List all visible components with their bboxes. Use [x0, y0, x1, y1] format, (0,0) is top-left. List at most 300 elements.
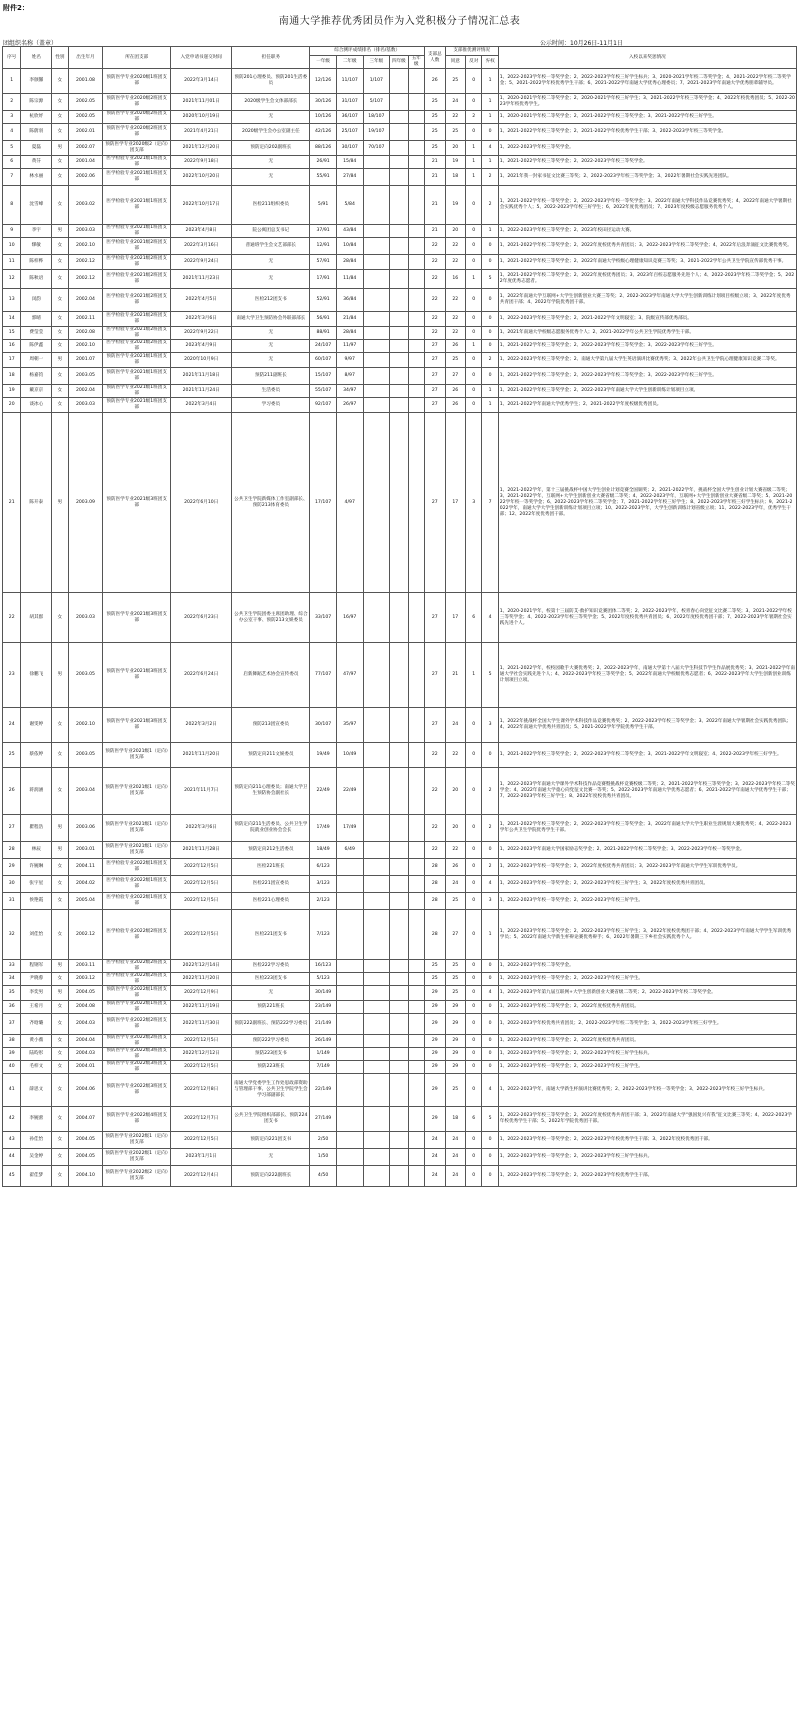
cell-apply-date: 2021年11月28日: [170, 842, 231, 859]
cell-rank-y2: 36/84: [336, 289, 363, 312]
cell-total: 27: [425, 593, 445, 643]
col-rank-group: 综合测评成绩排名（排名/基数）: [310, 47, 425, 56]
cell-rank-y2: [336, 893, 363, 910]
cell-agree: 21: [445, 643, 465, 708]
table-row: [3, 815, 797, 842]
col-eval-group: 支部推优测评情况: [445, 47, 498, 56]
cell-branch: 预防医学专业2021级1（定向）团支部: [103, 768, 171, 815]
cell-agree: 22: [445, 842, 465, 859]
cell-rank-y4: [390, 141, 408, 156]
cell-rank-y2: 36/107: [336, 111, 363, 124]
cell-oppose: 0: [466, 708, 482, 743]
cell-total: 29: [425, 1074, 445, 1107]
cell-position: 预防定向222副班长: [232, 1166, 310, 1187]
cell-rank-y2: [336, 1107, 363, 1132]
cell-agree: 26: [445, 385, 465, 398]
cell-rank-y5: [408, 708, 424, 743]
table-row: [3, 141, 797, 156]
cell-seq: 30: [3, 876, 21, 893]
cell-oppose: 0: [466, 1035, 482, 1048]
cell-rank-y4: [390, 238, 408, 255]
col-total: 支部总人数: [425, 47, 445, 69]
cell-rank-y2: 11/107: [336, 69, 363, 94]
cell-birth: 2002.05: [68, 111, 103, 124]
cell-apply-date: 2022年12月5日: [170, 876, 231, 893]
cell-agree: 24: [445, 708, 465, 743]
cell-abstain: 2: [482, 169, 498, 186]
cell-honors: 1、2022-2023学年校一等奖学金；2、2022-2023学年校优秀学生干部；3、2022年度校优秀团干部。: [498, 1132, 796, 1149]
cell-rank-y5: [408, 593, 424, 643]
cell-total: 22: [425, 768, 445, 815]
cell-name: 林辰: [21, 842, 52, 859]
cell-oppose: 0: [466, 255, 482, 270]
cell-honors: 1、2022-2023学年校一等奖学金；2、2022-2023学年校三好学生。: [498, 973, 796, 986]
cell-rank-y5: [408, 1074, 424, 1107]
cell-seq: 31: [3, 893, 21, 910]
col-agree: 同意: [445, 56, 465, 69]
cell-agree: 25: [445, 1074, 465, 1107]
cell-rank-y2: [336, 1001, 363, 1014]
cell-branch: 医学检验专业2022级1班团支部: [103, 876, 171, 893]
cell-honors: 1、2022-2023学年，南通大学新生杯演讲比赛优秀奖；2、2022-2023学年校一等奖学金；3、2022-2023学年校三好学生标兵。: [498, 1074, 796, 1107]
cell-rank-y2: 10/49: [336, 743, 363, 768]
cell-rank-y4: [390, 270, 408, 289]
cell-agree: 20: [445, 141, 465, 156]
cell-birth: 2002.01: [68, 124, 103, 141]
cell-agree: 22: [445, 238, 465, 255]
cell-name: 杭欣妤: [21, 111, 52, 124]
cell-branch: 预防医学专业2022级1班团支部: [103, 986, 171, 1001]
cell-branch: 医学检验专业2021级2班团支部: [103, 270, 171, 289]
cell-birth: 2003.12: [68, 973, 103, 986]
cell-rank-y4: [390, 340, 408, 353]
table-row: [3, 743, 797, 768]
cell-rank-y5: [408, 238, 424, 255]
cell-gender: 女: [52, 124, 68, 141]
cell-agree: 19: [445, 156, 465, 169]
cell-gender: 女: [52, 270, 68, 289]
table-row: [3, 1048, 797, 1061]
cell-rank-y3: [363, 708, 390, 743]
cell-abstain: 3: [482, 708, 498, 743]
cell-birth: 2001.08: [68, 69, 103, 94]
cell-rank-y4: [390, 1149, 408, 1166]
cell-rank-y3: [363, 156, 390, 169]
cell-gender: 女: [52, 255, 68, 270]
cell-agree: 17: [445, 593, 465, 643]
cell-gender: 女: [52, 1001, 68, 1014]
cell-honors: 1、2022-2023学年校一等奖学金；2、2022-2023学年校三好学生标兵。: [498, 1048, 796, 1061]
cell-agree: 18: [445, 169, 465, 186]
cell-abstain: 4: [482, 986, 498, 1001]
cell-name: 许婉琳: [21, 859, 52, 876]
cell-rank-y1: 21/149: [310, 1014, 337, 1035]
cell-oppose: 0: [466, 1166, 482, 1187]
cell-oppose: 0: [466, 1001, 482, 1014]
cell-gender: 男: [52, 225, 68, 238]
cell-seq: 36: [3, 1001, 21, 1014]
cell-name: 郭晴: [21, 312, 52, 327]
cell-rank-y2: 47/97: [336, 643, 363, 708]
cell-honors: 1、2022-2023学年校二等奖学金；2、2022年度校优秀共青团员。: [498, 1001, 796, 1014]
cell-birth: 2002.10: [68, 708, 103, 743]
table-row: [3, 111, 797, 124]
cell-seq: 11: [3, 255, 21, 270]
cell-rank-y1: 52/91: [310, 289, 337, 312]
cell-gender: 女: [52, 768, 68, 815]
cell-rank-y2: 5/84: [336, 186, 363, 225]
cell-honors: 1、2021年南通大学校级志愿服务优秀个人；2、2021-2022学年公共卫生学院优秀学生干部。: [498, 327, 796, 340]
cell-apply-date: 2021年11月23日: [170, 270, 231, 289]
cell-seq: 5: [3, 141, 21, 156]
cell-rank-y5: [408, 289, 424, 312]
cell-agree: 25: [445, 960, 465, 973]
cell-honors: 1、2021-2022学年校三等奖学金；2、2022-2023学年校三等奖学金；3、2022年南通大学大学生职业生涯规划大赛优秀奖；4、2022-2023学年公共卫生学院优秀学生干部。: [498, 815, 796, 842]
table-row: [3, 1132, 797, 1149]
cell-position: 无: [232, 270, 310, 289]
cell-total: 27: [425, 340, 445, 353]
cell-honors: 1、2021-2022学年校二等奖学金；2、2022年度校优秀共青团员；3、2022-2023学年校二等奖学金；4、2022年后浪奔涌征文比赛优秀奖。: [498, 238, 796, 255]
cell-seq: 38: [3, 1035, 21, 1048]
cell-rank-y1: 37/91: [310, 225, 337, 238]
cell-total: 21: [425, 156, 445, 169]
cell-rank-y4: [390, 708, 408, 743]
cell-name: 王希月: [21, 1001, 52, 1014]
cell-name: 徐鹏飞: [21, 643, 52, 708]
cell-name: 黄芬: [21, 156, 52, 169]
cell-abstain: 1: [482, 156, 498, 169]
cell-rank-y2: 43/84: [336, 225, 363, 238]
cell-rank-y4: [390, 368, 408, 385]
cell-branch: 预防医学专业2021级3班团支部: [103, 593, 171, 643]
cell-apply-date: 2022年10月17日: [170, 186, 231, 225]
cell-birth: 2003.04: [68, 768, 103, 815]
cell-rank-y1: 5/91: [310, 186, 337, 225]
cell-rank-y3: [363, 593, 390, 643]
cell-name: 蔡依婷: [21, 743, 52, 768]
cell-rank-y3: [363, 1074, 390, 1107]
cell-rank-y3: [363, 413, 390, 593]
cell-apply-date: 2023年4月8日: [170, 225, 231, 238]
col-y4: 四年级: [390, 56, 408, 69]
cell-honors: 1、2022-2023学年校一等奖学金；2、2022-2023学年校三好学生；3、2022年度校优秀共青团员。: [498, 876, 796, 893]
cell-rank-y2: [336, 876, 363, 893]
cell-honors: 1、2022年挑战杯全国大学生课外学术科技作品竞赛优秀奖；2、2022-2023学年校三等奖学金；3、2022年南通大学暑期社会实践优秀团队；4、2022年南通大学优秀共青团员；5、2021-2022学年学院优秀学生干部。: [498, 708, 796, 743]
cell-rank-y2: 28/84: [336, 255, 363, 270]
cell-position: 预防213团宣委员: [232, 708, 310, 743]
cell-agree: 27: [445, 910, 465, 960]
cell-apply-date: 2022年3月14日: [170, 69, 231, 94]
cell-name: 毛梓文: [21, 1061, 52, 1074]
cell-birth: 2003.06: [68, 815, 103, 842]
cell-rank-y1: 27/149: [310, 1107, 337, 1132]
cell-gender: 女: [52, 893, 68, 910]
cell-name: 齐晗璐: [21, 1014, 52, 1035]
cell-birth: 2001.07: [68, 353, 103, 368]
cell-rank-y3: [363, 893, 390, 910]
cell-rank-y4: [390, 743, 408, 768]
table-row: [3, 893, 797, 910]
cell-position: 医检222学习委员: [232, 960, 310, 973]
table-row: [3, 960, 797, 973]
cell-total: 25: [425, 124, 445, 141]
cell-oppose: 0: [466, 973, 482, 986]
cell-branch: 预防医学专业2021级1（定向）团支部: [103, 815, 171, 842]
cell-honors: 1、2021-2022学年校三等奖学金；2、2022-2023学年校二等奖学金；3、2021-2022学年文明寝室；4、2022-2023学年校三好学生。: [498, 743, 796, 768]
cell-position: 无: [232, 327, 310, 340]
cell-total: 21: [425, 225, 445, 238]
cell-honors: 1、2022-2023学年校一等奖学金；2、2022年度校优秀共青团员；3、2022-2023学年南通大学学生军训优秀学员。: [498, 859, 796, 876]
cell-gender: 女: [52, 1074, 68, 1107]
cell-position: 启新舞蹈艺术协会宣传委员: [232, 643, 310, 708]
cell-rank-y3: [363, 289, 390, 312]
cell-rank-y1: 1/50: [310, 1149, 337, 1166]
cell-apply-date: 2022年11月19日: [170, 1001, 231, 1014]
cell-position: 无: [232, 255, 310, 270]
cell-rank-y4: [390, 842, 408, 859]
cell-agree: 25: [445, 69, 465, 94]
cell-gender: 女: [52, 708, 68, 743]
cell-honors: 1、2021-2022学年校二等奖学金；2、2022-2023学年校二等奖学金；3、2022-2023学年校三好学生。: [498, 368, 796, 385]
cell-abstain: 4: [482, 593, 498, 643]
cell-name: 陈蔚羽: [21, 124, 52, 141]
cell-honors: 1、2022-2023学年南通大学国家励志奖学金；2、2021-2022学年校二等奖学金；3、2022-2023学年校一等奖学金。: [498, 842, 796, 859]
cell-birth: 2002.11: [68, 312, 103, 327]
cell-seq: 32: [3, 910, 21, 960]
cell-position: 医检211组织委员: [232, 186, 310, 225]
cell-abstain: 0: [482, 1132, 498, 1149]
cell-name: 蒋润涵: [21, 768, 52, 815]
cell-birth: 2004.05: [68, 986, 103, 1001]
cell-name: 缪敏: [21, 238, 52, 255]
table-row: [3, 156, 797, 169]
cell-gender: 女: [52, 327, 68, 340]
cell-rank-y5: [408, 94, 424, 111]
cell-rank-y5: [408, 643, 424, 708]
table-row: [3, 1001, 797, 1014]
cell-gender: 女: [52, 1132, 68, 1149]
table-row: [3, 1061, 797, 1074]
cell-gender: 女: [52, 368, 68, 385]
cell-oppose: 0: [466, 289, 482, 312]
cell-apply-date: 2022年6月23日: [170, 593, 231, 643]
table-row: [3, 69, 797, 94]
cell-agree: 22: [445, 743, 465, 768]
cell-agree: 29: [445, 1035, 465, 1048]
cell-total: 27: [425, 413, 445, 593]
cell-birth: 2004.06: [68, 1074, 103, 1107]
cell-rank-y4: [390, 69, 408, 94]
cell-rank-y2: [336, 859, 363, 876]
cell-rank-y4: [390, 986, 408, 1001]
cell-rank-y4: [390, 893, 408, 910]
cell-rank-y4: [390, 94, 408, 111]
cell-abstain: 0: [482, 312, 498, 327]
cell-position: 院公寓团总支书记: [232, 225, 310, 238]
cell-oppose: 0: [466, 1014, 482, 1035]
cell-seq: 13: [3, 289, 21, 312]
cell-apply-date: 2022年9月24日: [170, 255, 231, 270]
cell-abstain: 2: [482, 186, 498, 225]
cell-honors: 1、2022-2023学年校三等奖学金；2、南通大学第九届大学生英语演讲比赛优秀奖；3、2022年公共卫生学院心理健康知识竞赛二等奖。: [498, 353, 796, 368]
cell-apply-date: 2022年12月8日: [170, 1074, 231, 1107]
table-row: [3, 385, 797, 398]
cell-total: 24: [425, 1166, 445, 1187]
cell-rank-y2: [336, 1048, 363, 1061]
cell-rank-y2: 28/84: [336, 327, 363, 340]
cell-branch: 医学检验专业2021级1班团支部: [103, 186, 171, 225]
cell-agree: 24: [445, 94, 465, 111]
cell-rank-y3: [363, 910, 390, 960]
cell-seq: 21: [3, 413, 21, 593]
cell-rank-y3: [363, 1014, 390, 1035]
cell-seq: 18: [3, 368, 21, 385]
cell-name: 胡其群: [21, 593, 52, 643]
cell-rank-y2: [336, 973, 363, 986]
cell-branch: 预防医学专业2022级3班团支部: [103, 1048, 171, 1061]
cell-oppose: 0: [466, 398, 482, 413]
cell-rank-y5: [408, 1107, 424, 1132]
cell-rank-y5: [408, 910, 424, 960]
cell-honors: 1、2022-2023学年校二等奖学金。: [498, 960, 796, 973]
cell-agree: 25: [445, 353, 465, 368]
cell-branch: 医学检验专业2022级1班团支部: [103, 859, 171, 876]
cell-apply-date: 2022年12月9日: [170, 986, 231, 1001]
table-row: [3, 1107, 797, 1132]
cell-seq: 16: [3, 340, 21, 353]
cell-rank-y1: 16/123: [310, 960, 337, 973]
cell-rank-y3: [363, 743, 390, 768]
cell-total: 29: [425, 1035, 445, 1048]
cell-oppose: 0: [466, 1074, 482, 1107]
cell-name: 谢雯婷: [21, 708, 52, 743]
cell-gender: 女: [52, 398, 68, 413]
cell-apply-date: 2022年3月4日: [170, 398, 231, 413]
cell-branch: 医学检验专业2021级2班团支部: [103, 238, 171, 255]
cell-gender: 女: [52, 1107, 68, 1132]
cell-oppose: 0: [466, 960, 482, 973]
cell-position: 南通大学党委学生工作处思政部资助与管理部干事、公共卫生学院学生会学习部副部长: [232, 1074, 310, 1107]
cell-apply-date: 2021年12月20日: [170, 141, 231, 156]
cell-rank-y2: 31/107: [336, 94, 363, 111]
cell-abstain: 1: [482, 910, 498, 960]
col-branch: 所在团支部: [103, 47, 171, 69]
cell-seq: 37: [3, 1014, 21, 1035]
cell-gender: 女: [52, 859, 68, 876]
cell-honors: 1、2021-2022学年，第十三届挑战杯中国大学生创业计划竞赛全国铜奖；2、2021-2022学年，挑战杯全国大学生创业计划大赛省级二等奖；3、2021-2022学年，互联网+大学生创新创业大赛省级二等奖；4、2022-2023学年，互联网+大学生创新创业大赛省级二等奖；5、2021-2022学年校一等奖学金；6、2022-2023学年校二等奖学金；7、2021-2022学年校三好学生；8、2022-2023学年校三好学生标兵；9、2021-2022学年，南通大学大学生创新训练计划项目立项；10、2022-2023学年，大学生创新训练计划省级立项；11、2022-2023学年，优秀学生干部；12、2022年度优秀团干部。: [498, 413, 796, 593]
cell-oppose: 0: [466, 768, 482, 815]
cell-oppose: 3: [466, 413, 482, 593]
cell-honors: 1、2021-2022学年校三等奖学金；2、2021-2022学年校优秀学生干部；3、2022-2023学年校三等奖学金。: [498, 124, 796, 141]
cell-rank-y5: [408, 1001, 424, 1014]
cell-position: 预防定向202副班长: [232, 141, 310, 156]
cell-rank-y1: 12/91: [310, 238, 337, 255]
cell-rank-y3: [363, 1107, 390, 1132]
cell-seq: 7: [3, 169, 21, 186]
cell-rank-y5: [408, 973, 424, 986]
table-row: [3, 413, 797, 593]
cell-rank-y1: 12/126: [310, 69, 337, 94]
cell-position: 无: [232, 353, 310, 368]
table-row: [3, 1074, 797, 1107]
cell-agree: 20: [445, 768, 465, 815]
cell-apply-date: 2022年9月22日: [170, 327, 231, 340]
table-row: [3, 768, 797, 815]
cell-rank-y3: [363, 169, 390, 186]
cell-name: 林水丽: [21, 169, 52, 186]
cell-rank-y2: 6/49: [336, 842, 363, 859]
cell-agree: 22: [445, 111, 465, 124]
cell-rank-y1: 2/50: [310, 1132, 337, 1149]
cell-honors: 1、2022-2023学年校一等奖学金；2、2022-2023学年校三好学生。: [498, 893, 796, 910]
cell-apply-date: 2022年9月18日: [170, 156, 231, 169]
cell-seq: 10: [3, 238, 21, 255]
cell-oppose: 2: [466, 111, 482, 124]
cell-rank-y2: 22/49: [336, 768, 363, 815]
cell-name: 夏磊: [21, 141, 52, 156]
cell-name: 周朝一: [21, 353, 52, 368]
cell-honors: 1、2021年我一封家书征文比赛三等奖；2、2022-2023学年校三等奖学金；3、2022年暑期社会实践先进团队。: [498, 169, 796, 186]
cell-agree: 24: [445, 1132, 465, 1149]
cell-rank-y1: 30/126: [310, 94, 337, 111]
col-honors: 入校以来奖惩情况: [498, 47, 796, 69]
cell-seq: 2: [3, 94, 21, 111]
cell-honors: 1、2021-2022学年校三等奖学金；2、2022-2023学年校三等奖学金；3、2022-2023学年校三好学生。: [498, 340, 796, 353]
cell-rank-y1: 17/107: [310, 413, 337, 593]
cell-birth: 2004.04: [68, 1035, 103, 1048]
cell-oppose: 0: [466, 842, 482, 859]
cell-rank-y4: [390, 186, 408, 225]
cell-seq: 4: [3, 124, 21, 141]
cell-seq: 33: [3, 960, 21, 973]
cell-rank-y4: [390, 859, 408, 876]
cell-name: 翟佳梦: [21, 1166, 52, 1187]
cell-seq: 44: [3, 1149, 21, 1166]
cell-apply-date: 2022年4月5日: [170, 289, 231, 312]
cell-rank-y2: 30/107: [336, 141, 363, 156]
col-y1: 一年级: [310, 56, 337, 69]
cell-rank-y1: 17/49: [310, 815, 337, 842]
cell-agree: 19: [445, 186, 465, 225]
cell-abstain: 0: [482, 255, 498, 270]
cell-position: 预防223团支书: [232, 1048, 310, 1061]
cell-position: 预防221班长: [232, 1001, 310, 1014]
cell-honors: 1、2022-2023学年校三等奖学金；2、2022年度校优秀共青团干部；3、2022年南通大学“强国复兴有我”征文比赛三等奖；4、2022-2023学年校优秀学生干部；5、2022年学院优秀团干部。: [498, 1107, 796, 1132]
cell-gender: 女: [52, 169, 68, 186]
cell-agree: 25: [445, 893, 465, 910]
cell-rank-y2: 10/84: [336, 238, 363, 255]
cell-name: 李颀馨: [21, 69, 52, 94]
cell-seq: 23: [3, 643, 21, 708]
cell-total: 29: [425, 986, 445, 1001]
cell-honors: 1、2021-2022学年校三等奖学金；2、2022年南通大学校级心理健康知识竞赛三等奖；3、2021-2022学年公共卫生学院宣传部优秀干事。: [498, 255, 796, 270]
cell-name: 李奕男: [21, 986, 52, 1001]
cell-position: 医检221心理委员: [232, 893, 310, 910]
cell-seq: 1: [3, 69, 21, 94]
cell-rank-y3: 19/107: [363, 124, 390, 141]
cell-abstain: 7: [482, 413, 498, 593]
cell-total: 28: [425, 910, 445, 960]
table-row: [3, 986, 797, 1001]
cell-seq: 17: [3, 353, 21, 368]
cell-total: 27: [425, 398, 445, 413]
cell-oppose: 6: [466, 1107, 482, 1132]
cell-rank-y2: [336, 1074, 363, 1107]
cell-rank-y4: [390, 593, 408, 643]
table-row: [3, 124, 797, 141]
cell-position: 公共卫生学院团委主席团助理、综合办公室干事、预防213文娱委员: [232, 593, 310, 643]
cell-rank-y4: [390, 353, 408, 368]
